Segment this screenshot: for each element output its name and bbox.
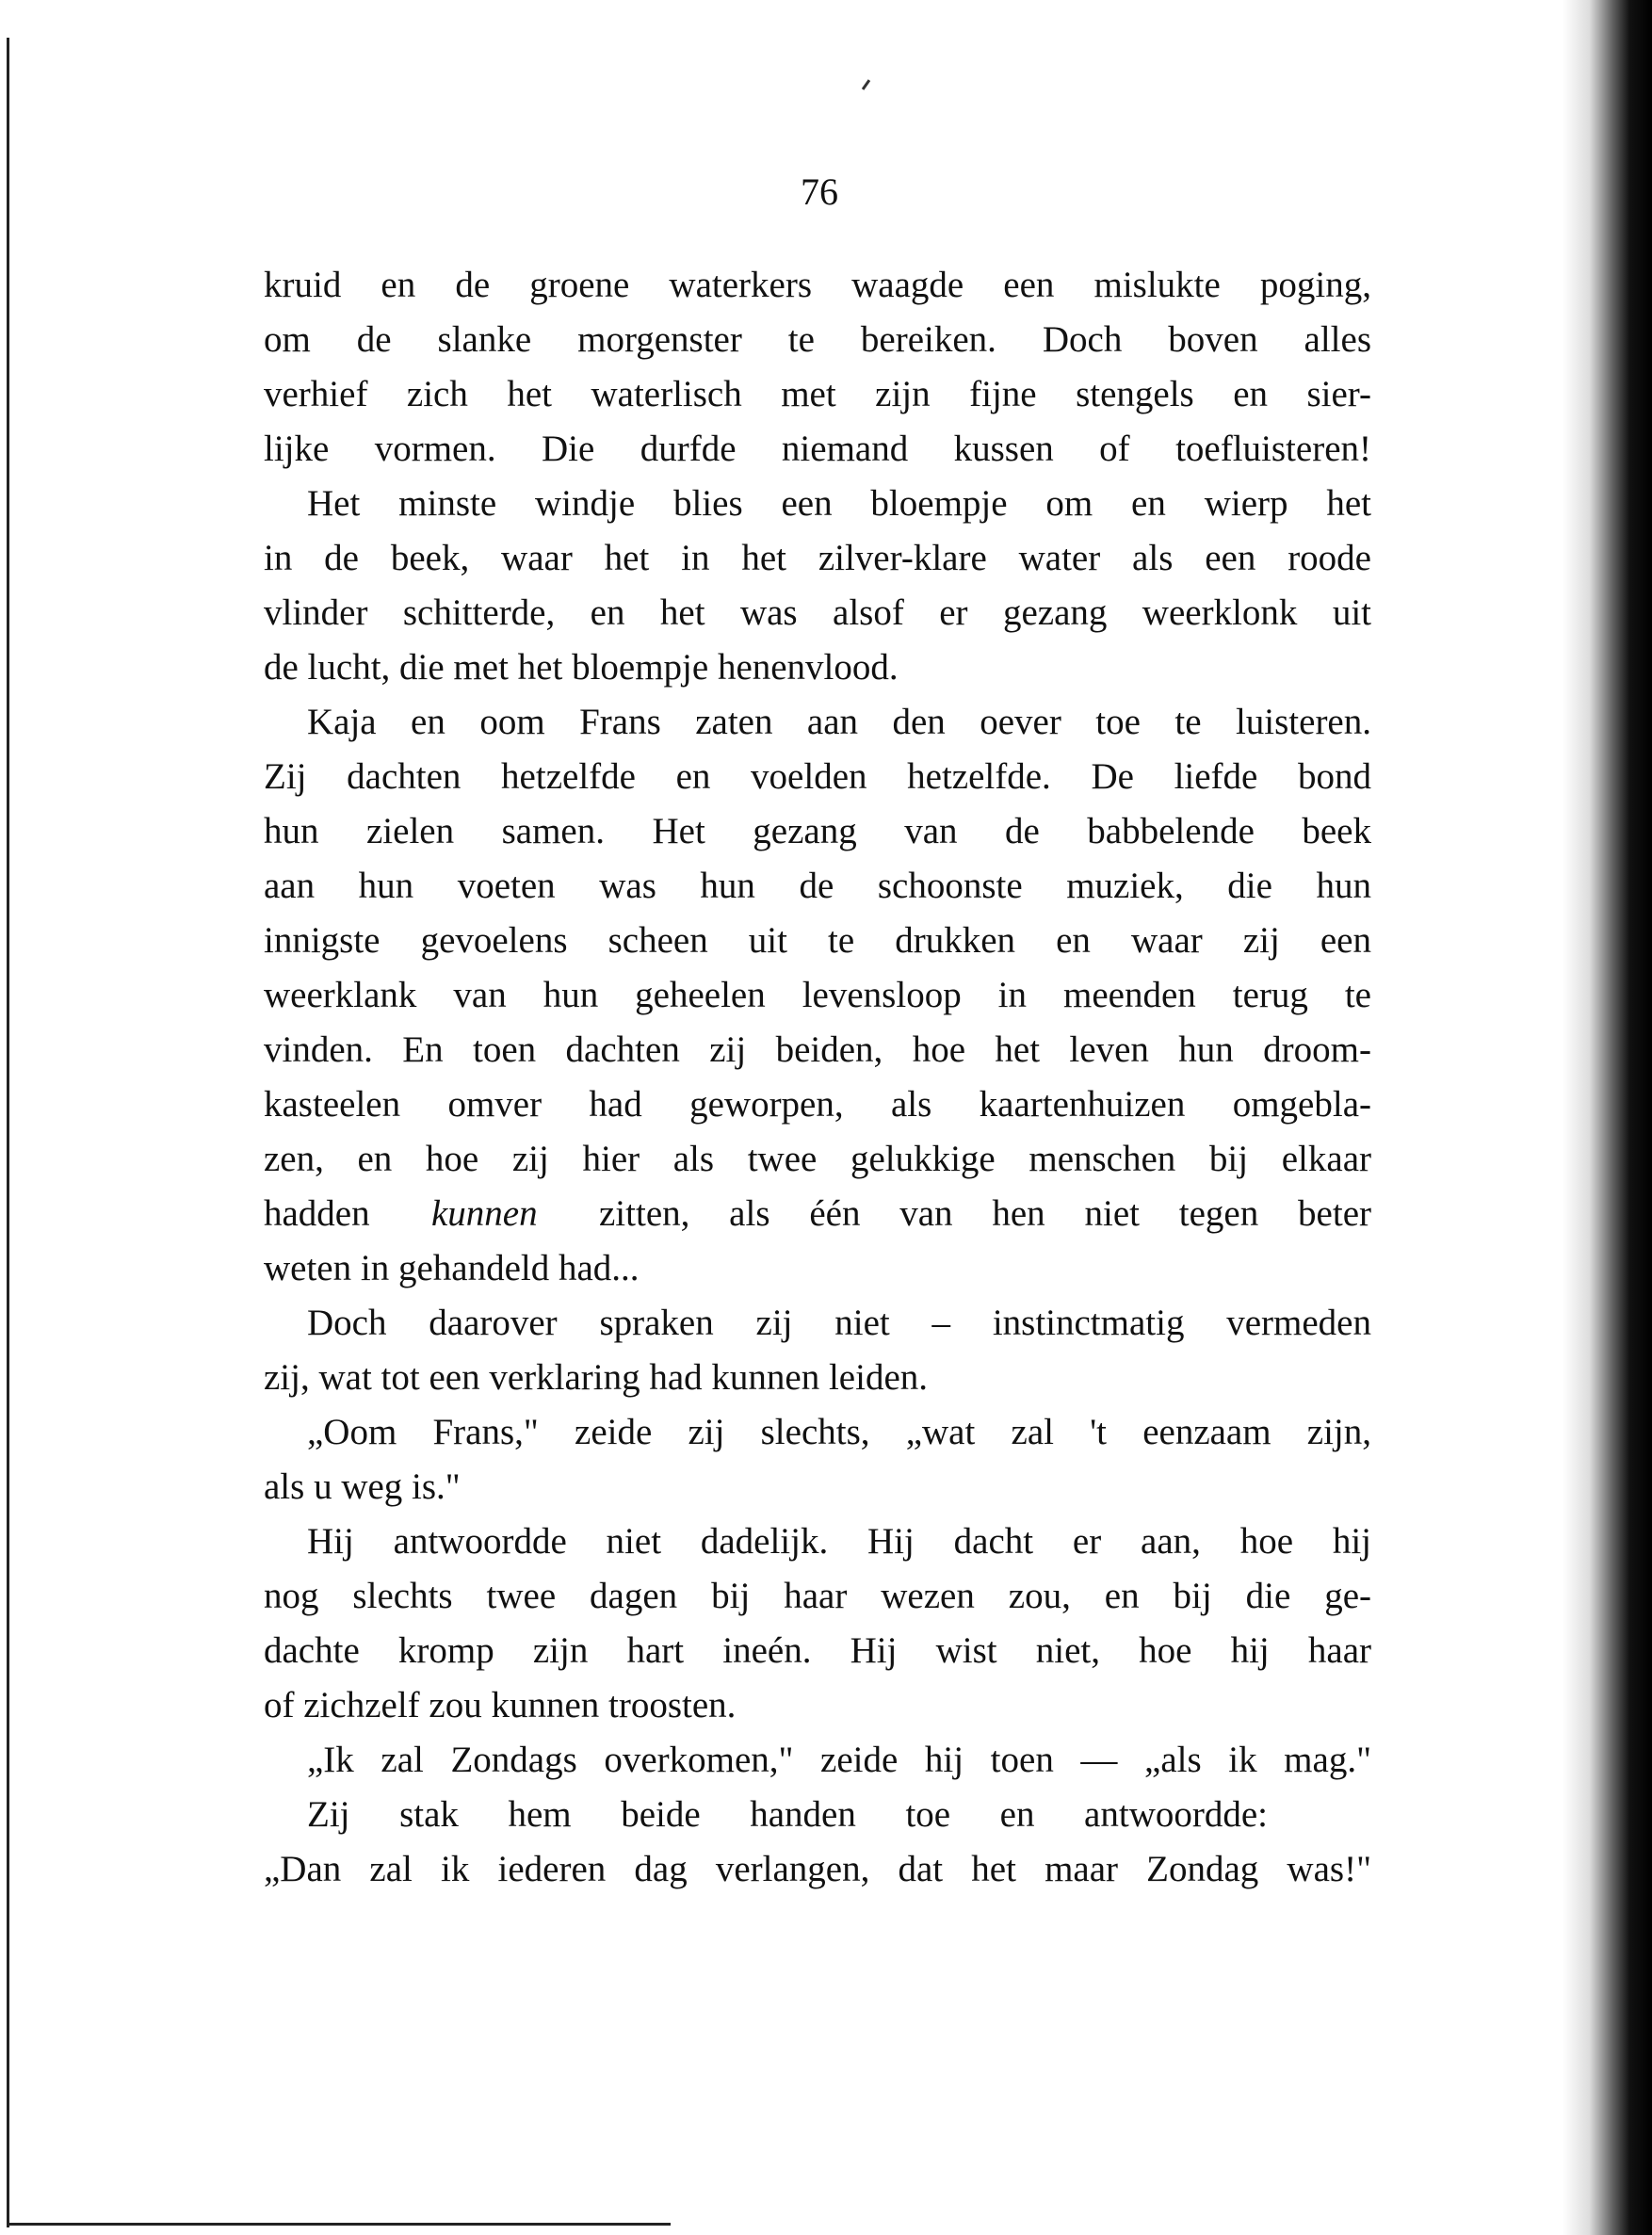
scan-edge-shadow [1563,0,1652,2235]
text-word: hadden [264,1193,370,1234]
text-line: Hij antwoordde niet dadelijk. Hij dacht er aan, hoe hij [307,1521,1371,1562]
pencil-mark [862,79,870,90]
text-line: om de slanke morgenster te bereiken. Doch boven alles [264,319,1371,360]
text-line: weten in gehandeld had... [264,1248,640,1288]
text-line: vinden. En toen dachten zij beiden, hoe het leven hun droom- [264,1029,1371,1070]
text-line: aan hun voeten was hun de schoonste muziek, die hun [264,866,1371,906]
text-line: kruid en de groene waterkers waagde een mislukte poging, [264,265,1371,305]
text-line: Zij stak hem beide handen toe en antwoordde: [307,1794,1268,1835]
text-line: in de beek, waar het in het zilver-klare water als een roode [264,538,1371,578]
text-line: Het minste windje blies een bloempje om en wierp het [307,483,1371,524]
text-line: of zichzelf zou kunnen troosten. [264,1685,737,1725]
italic-word: kunnen [431,1193,538,1234]
text-line: hun zielen samen. Het gezang van de babbelende beek [264,811,1371,851]
text-line: als u weg is." [264,1466,461,1507]
body-text [264,258,1371,1897]
scan-left-border [7,38,9,2227]
text-line: „Oom Frans," zeide zij slechts, „wat zal 't eenzaam zijn, [307,1412,1371,1452]
text-line: dachte kromp zijn hart ineén. Hij wist niet, hoe hij haar [264,1630,1371,1671]
text-line: verhief zich het waterlisch met zijn fijne stengels en sier- [264,374,1371,414]
text-line-rest: zitten, als één van hen niet tegen beter [599,1193,1371,1234]
text-line: weerklank van hun geheelen levensloop in meenden terug te [264,975,1371,1015]
page-number: 76 [801,170,838,213]
text-line: „Dan zal ik iederen dag verlangen, dat het maar Zondag was!" [264,1849,1371,1889]
text-line: zij, wat tot een verklaring had kunnen leiden. [264,1357,929,1398]
text-line [264,1187,1371,1241]
text-line: vlinder schitterde, en het was alsof er gezang weerklonk uit [264,592,1371,633]
text-line: innigste gevoelens scheen uit te drukken en waar zij een [264,920,1371,961]
text-line: zen, en hoe zij hier als twee gelukkige menschen bij elkaar [264,1139,1371,1179]
text-line: nog slechts twee dagen bij haar wezen zou, en bij die ge- [264,1576,1371,1616]
text-line: Zij dachten hetzelfde en voelden hetzelfde. De liefde bond [264,756,1371,797]
text-line: lijke vormen. Die durfde niemand kussen of toefluisteren! [264,429,1371,469]
text-line: „Ik zal Zondags overkomen," zeide hij toen — „als ik mag." [307,1740,1371,1780]
text-line: Doch daarover spraken zij niet – instinctmatig vermeden [307,1303,1371,1343]
text-line: Kaja en oom Frans zaten aan den oever toe te luisteren. [307,702,1371,742]
text-line: de lucht, die met het bloempje henenvlood. [264,647,899,688]
scan-bottom-border [7,2223,671,2226]
text-line: kasteelen omver had geworpen, als kaartenhuizen omgebla- [264,1084,1371,1125]
